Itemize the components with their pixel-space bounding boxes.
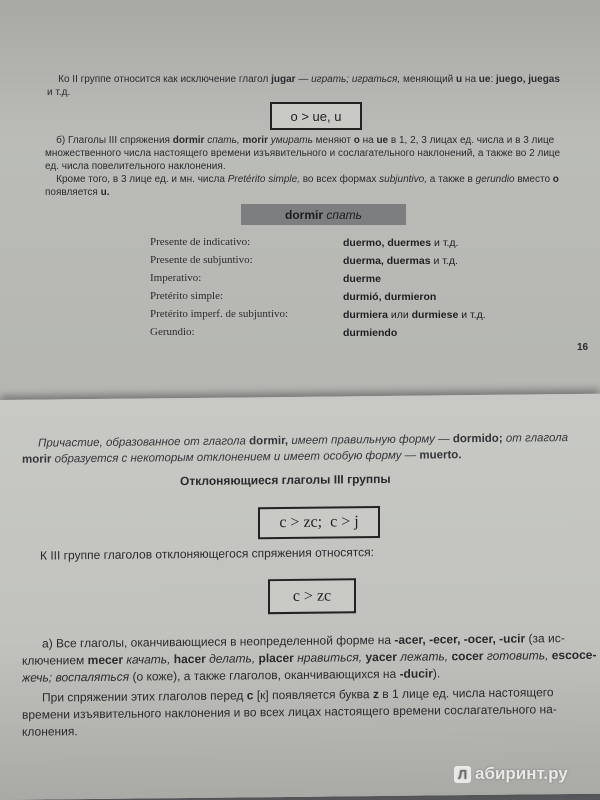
rule-box-c-zc-c-j: c > zc; c > j [258,506,380,539]
conjugation-label: Pretérito simple: [150,290,224,302]
conjugation-value: durmió, durmieron [343,291,437,303]
conjugation-value: duerma, duermas и т.д. [343,255,458,267]
conjugation-label: Gerundio: [150,326,195,338]
dormir-morir-paragraph: б) Глаголы III спряжения dormir спать, morir умирать меняют o на ue в 1, 2, 3 лицах ед. числа и в 3 лице множественного числа настоящего времени изъявительного и сослагательного наклонений, а также во 2 лице ед. числа повелительного наклонения. [45,135,561,172]
conjugation-rule-paragraph: При спряжении этих глаголов перед c [к] появляется буква z в 1 лице ед. числа настоящего времени изъявительного наклонения и во всех лицах настоящего времени сослагательного на- клонения. [22,685,557,739]
conjugation-value: duerme [343,273,381,285]
section-heading: Отклоняющиеся глаголы III группы [180,471,391,489]
verbs-acer-paragraph: а) Все глаголы, оканчивающиеся в неопределенной форме на -acer, -ecer, -ocer, -ucir (за ис- ключением mecer качать, hacer делать, placer нравиться, yacer лежать, cocer готовить, escoce- жечь; воспаляться (о коже), а также глаголов, оканчивающихся на -ducir). [22,631,597,685]
rule-box-o-ue-u: o > ue, u [270,102,362,130]
conjugation-value: durmiendo [343,327,398,339]
group-intro-text: К III группе глаголов отклоняющегося спряжения относятся: [40,545,374,563]
conjugation-label: Imperativo: [150,272,202,284]
rule-box-c-zc: c > zc [268,578,356,614]
conjugation-value: durmiera или durmiese и т.д. [343,309,486,321]
conjugation-label: Presente de indicativo: [150,236,251,248]
conjugation-label: Presente de subjuntivo: [150,254,253,266]
participle-paragraph: Причастие, образованное от глагола dormir, имеет правильную форму — dormido; от глагола morir образуется с некоторым отклонением и имеет особую форму — muerto. [22,432,569,466]
lower-book-page [0,394,600,800]
labirint-watermark: Л абиринт.ру [454,764,568,784]
page-number: 16 [577,342,589,353]
labirint-logo-icon: Л [454,766,471,783]
preterito-paragraph: Кроме того, в 3 лице ед. и мн. числа Pretérito simple, во всех формах subjuntivo, а также в gerundio вместо o появляется u. [45,174,559,198]
conjugation-table-header: dormir спать [241,204,406,225]
conjugation-value: duermo, duermes и т.д. [343,237,459,249]
conjugation-label: Pretérito imperf. de subjuntivo: [150,308,289,320]
jugar-paragraph: Ко II группе относится как исключение глагол jugar — играть; играться, меняющий u на ue: juego, juegas и т.д. [47,74,560,98]
